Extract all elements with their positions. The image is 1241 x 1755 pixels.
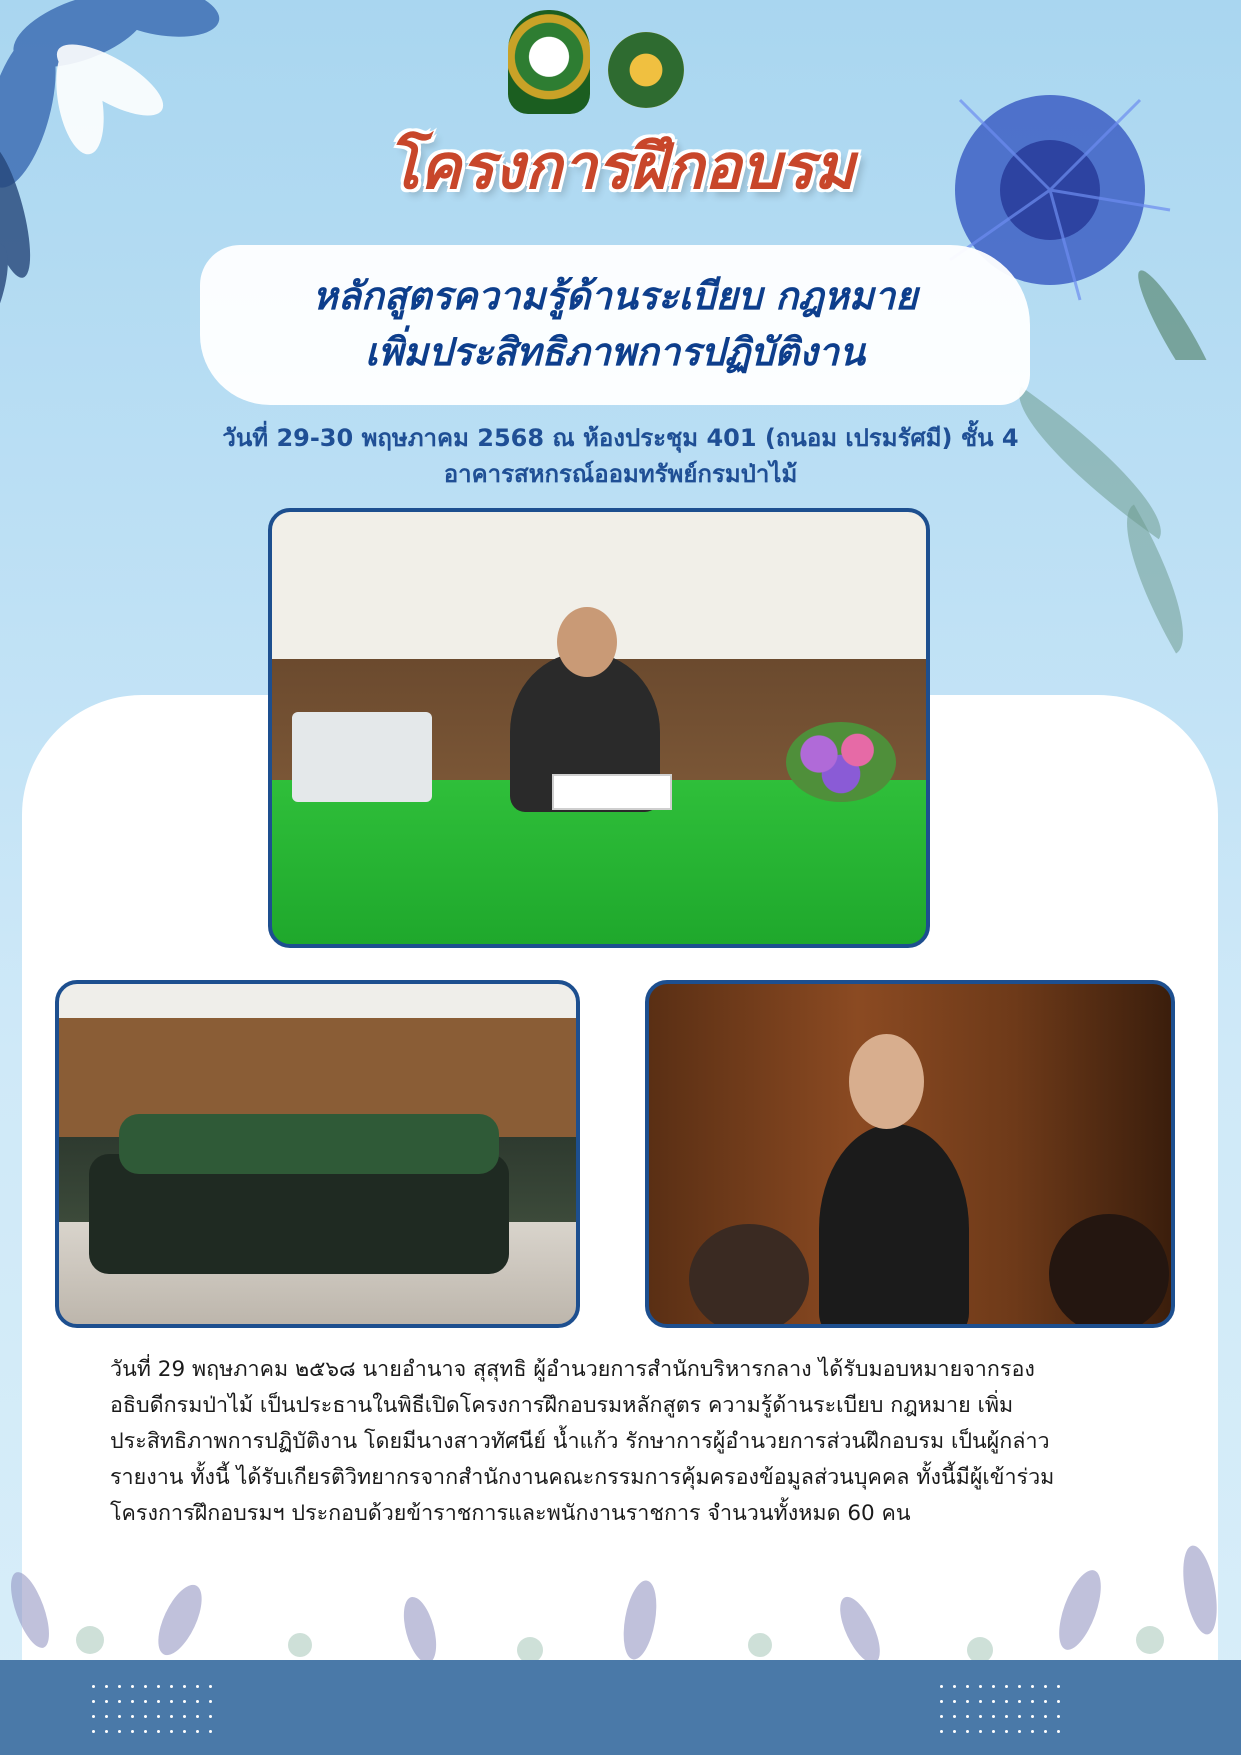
dot-pattern <box>940 1685 1070 1733</box>
speaker-figure <box>819 1124 969 1328</box>
chairman-head <box>557 607 617 677</box>
subtitle-line-2: เพิ่มประสิทธิภาพการปฏิบัติงาน <box>365 330 865 374</box>
department-seal-icon <box>508 10 590 114</box>
description-line: อธิบดีกรมป่าไม้ เป็นประธานในพิธีเปิดโครงการฝึกอบรมหลักสูตร ความรู้ด้านระเบียบ กฎหมาย เพิ่ม <box>110 1393 1014 1418</box>
date-line-1: วันที่ 29-30 พฤษภาคม 2568 ณ ห้องประชุม 401 (ถนอม เปรมรัศมี) ชั้น 4 <box>222 424 1019 452</box>
foliage-decoration-icon <box>0 1500 1241 1670</box>
logo-group <box>508 10 688 120</box>
flower-bouquet-icon <box>786 722 896 802</box>
description-line: โครงการฝึกอบรมฯ ประกอบด้วยข้าราชการและพนักงานราชการ จำนวนทั้งหมด 60 คน <box>110 1501 911 1526</box>
group-back-row <box>119 1114 499 1174</box>
forest-department-emblem-icon <box>608 32 684 108</box>
date-line-2: อาคารสหกรณ์ออมทรัพย์กรมป่าไม้ <box>443 460 798 488</box>
description-line: วันที่ 29 พฤษภาคม ๒๕๖๘ นายอำนาจ สุสุทธิ ผู้อำนวยการสำนักบริหารกลาง ได้รับมอบหมายจากรอง <box>110 1357 1035 1382</box>
dot-pattern <box>92 1685 222 1733</box>
audience-head <box>1049 1214 1169 1328</box>
page-title: โครงการฝึกอบรม <box>386 130 855 203</box>
nameplate <box>552 774 672 810</box>
speaker-microphone-photo <box>645 980 1175 1328</box>
subtitle-line-1: หลักสูตรความรู้ด้านระเบียบ กฎหมาย <box>312 274 918 318</box>
chairman-opening-photo <box>268 508 930 948</box>
laptop-icon <box>292 712 432 802</box>
description-line: รายงาน ทั้งนี้ ได้รับเกียรติวิทยากรจากสำนักงานคณะกรรมการคุ้มครองข้อมูลส่วนบุคคล ทั้งนี้มีผู้เข้าร่วม <box>110 1465 1055 1490</box>
event-date-venue <box>0 420 1241 492</box>
description-line: ประสิทธิภาพการปฏิบัติงาน โดยมีนางสาวทัศนีย์ น้ำแก้ว รักษาการผู้อำนวยการส่วนฝึกอบรม เป็นผู้กล่าว <box>110 1429 1050 1454</box>
audience-head <box>689 1224 809 1328</box>
group-photo <box>55 980 580 1328</box>
course-subtitle <box>200 268 1030 380</box>
speaker-head <box>849 1034 924 1129</box>
